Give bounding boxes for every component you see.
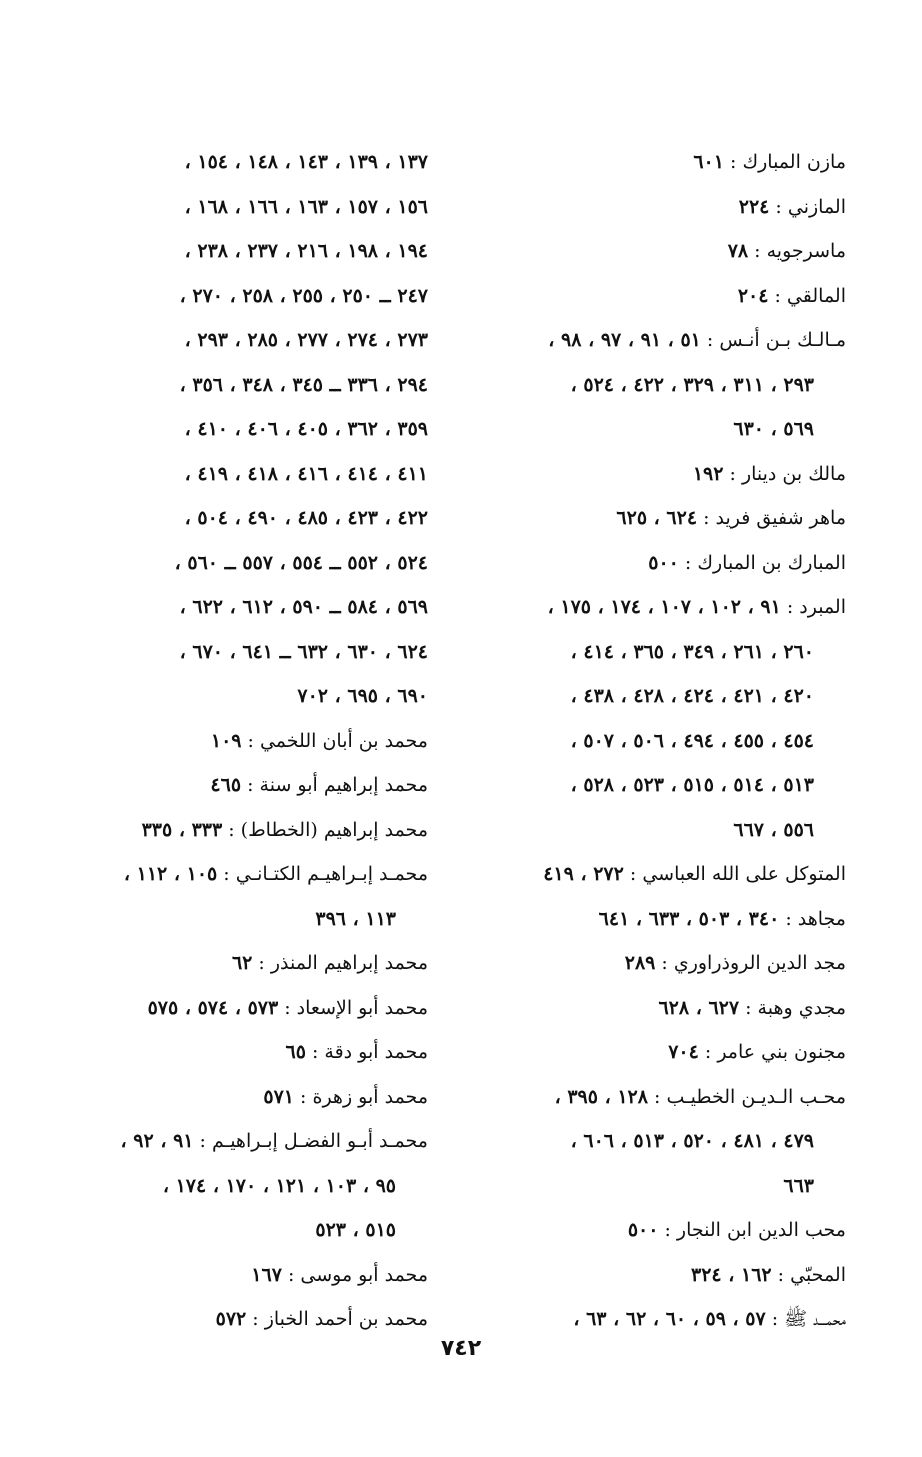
- entry-name: محمد إبراهيم المنذر :: [252, 952, 428, 974]
- index-entry-continuation: [476, 407, 846, 452]
- page-references: ١٦٧: [251, 1263, 282, 1286]
- page-references: ٣٤٠ ، ٥٠٣ ، ٦٣٣ ، ٦٤١: [598, 907, 780, 930]
- page-references: ٥٧ ، ٥٩ ، ٦٠ ، ٦٢ ، ٦٣ ،: [573, 1308, 766, 1330]
- index-entry: [476, 1297, 846, 1342]
- page-references: ٥١ ، ٩١ ، ٩٧ ، ٩٨ ،: [548, 329, 701, 351]
- index-entry: [476, 585, 846, 630]
- entry-name: المازني :: [769, 195, 846, 218]
- index-entry: [476, 541, 846, 586]
- page-references: ٢٠٤: [737, 284, 769, 307]
- index-entry: [476, 1030, 846, 1075]
- entry-name: محـب الـديـن الخطيـب :: [647, 1085, 846, 1108]
- index-entry: [476, 185, 846, 230]
- page-references: ١٥٦ ، ١٥٧ ، ١٦٣ ، ١٦٦ ، ١٦٨ ،: [184, 195, 428, 218]
- index-entry: [53, 941, 428, 986]
- page-references: ٩٥ ، ١٠٣ ، ١٢١ ، ١٧٠ ، ١٧٤ ،: [162, 1174, 396, 1197]
- entry-name: محمد أبو دقة :: [305, 1041, 428, 1063]
- index-entry: [476, 986, 846, 1031]
- entry-name: المتوكل على الله العباسي :: [623, 863, 846, 885]
- index-entry: [53, 1119, 428, 1164]
- page-references: ١٢٨ ، ٣٩٥ ،: [554, 1085, 648, 1108]
- entry-name: محمـد أبـو الفضـل إبـراهيـم :: [193, 1130, 428, 1152]
- page-references: ٦٦٣: [783, 1174, 814, 1197]
- page-references: ٥٧٣ ، ٥٧٤ ، ٥٧٥: [147, 996, 279, 1019]
- index-column-left: [53, 140, 428, 1342]
- page-references: ٢٦٠ ، ٢٦١ ، ٣٤٩ ، ٣٦٥ ، ٤١٤ ،: [570, 640, 814, 663]
- page-references: ٥٠٠: [648, 551, 679, 574]
- page-references: ٦٩٠ ، ٦٩٥ ، ٧٠٢: [297, 685, 428, 707]
- entry-name: مالك بن دينار :: [723, 462, 846, 485]
- page-references: ٥٦٩ ، ٥٨٤ ــ ٥٩٠ ، ٦١٢ ، ٦٢٢ ،: [179, 596, 428, 618]
- index-entry: [476, 229, 846, 274]
- index-entry-continuation: [476, 808, 846, 853]
- entry-name: مجنون بني عامر :: [698, 1041, 846, 1063]
- index-entry-continuation: [53, 363, 428, 408]
- page-references: ٤١١ ، ٤١٤ ، ٤١٦ ، ٤١٨ ، ٤١٩ ،: [184, 462, 428, 485]
- index-entry: [476, 1208, 846, 1253]
- entry-name: مـالـك بـن أنـس :: [700, 329, 846, 351]
- index-entry-continuation: [53, 407, 428, 452]
- index-entry: [53, 986, 428, 1031]
- index-entry-continuation: [53, 496, 428, 541]
- entry-name: المحبّي :: [771, 1263, 846, 1286]
- index-entry-continuation: [53, 897, 428, 942]
- index-entry: [476, 496, 846, 541]
- index-entry: [476, 941, 846, 986]
- entry-name: المبرد :: [780, 596, 846, 618]
- page-references: ١١٣ ، ٣٩٦: [315, 907, 396, 930]
- page-references: ٥٧١: [263, 1085, 295, 1108]
- page-references: ٢٩٣ ، ٣١١ ، ٣٢٩ ، ٤٢٢ ، ٥٢٤ ،: [570, 373, 814, 396]
- entry-name: محمـد إبـراهيـم الكتـانـي :: [217, 863, 428, 885]
- index-entry-continuation: [53, 1208, 428, 1253]
- entry-name: محمد أبو الإسعاد :: [278, 996, 428, 1019]
- page-references: ١٦٢ ، ٣٢٤: [691, 1263, 772, 1286]
- index-entry-continuation: [53, 541, 428, 586]
- page-references: ١٩٢: [692, 462, 724, 485]
- page-references: ٣٣٣ ، ٣٣٥: [141, 818, 223, 841]
- page-references: ١٠٥ ، ١١٢ ،: [123, 863, 218, 885]
- page-references: ٢٩٤ ، ٣٣٦ ــ ٣٤٥ ، ٣٤٨ ، ٣٥٦ ،: [179, 373, 428, 396]
- entry-name: مجدي وهبة :: [739, 996, 846, 1019]
- page-references: ١٠٩: [210, 729, 242, 752]
- entry-name: مجاهد :: [779, 907, 846, 930]
- page-references: ٥٢٤ ، ٥٥٢ ــ ٥٥٤ ، ٥٥٧ ــ ٥٦٠ ،: [174, 551, 428, 574]
- page-references: ٢٧٣ ، ٢٧٤ ، ٢٧٧ ، ٢٨٥ ، ٢٩٣ ،: [184, 329, 428, 351]
- index-entry-continuation: [53, 1164, 428, 1209]
- entry-name: محمد أبو موسى :: [281, 1263, 428, 1286]
- index-entry-continuation: [476, 763, 846, 808]
- index-entry-continuation: [53, 318, 428, 363]
- index-entry: [53, 852, 428, 897]
- page-references: ٩١ ، ٩٢ ،: [120, 1130, 194, 1152]
- entry-name: ماهر شفيق فريد :: [697, 507, 846, 529]
- entry-name: محمد أبو زهرة :: [294, 1085, 428, 1108]
- page-references: ٤٢٢ ، ٤٢٣ ، ٤٨٥ ، ٤٩٠ ، ٥٠٤ ،: [184, 507, 428, 529]
- index-entry-continuation: [476, 630, 846, 675]
- index-entry: [53, 719, 428, 764]
- page-references: ٢٧٢ ، ٤١٩: [543, 863, 624, 885]
- entry-name: محمد بن أحمد الخباز :: [246, 1308, 428, 1330]
- page-references: ٤٧٩ ، ٤٨١ ، ٥٢٠ ، ٥١٣ ، ٦٠٦ ،: [570, 1130, 814, 1152]
- page-references: ٥٥٦ ، ٦٦٧: [733, 818, 814, 841]
- entry-name: محب الدين ابن النجار :: [658, 1219, 846, 1241]
- page-references: ٤٢٠ ، ٤٢١ ، ٤٢٤ ، ٤٢٨ ، ٤٣٨ ،: [570, 685, 814, 707]
- index-entry-continuation: [476, 674, 846, 719]
- index-entry-continuation: [53, 630, 428, 675]
- index-entry: [476, 852, 846, 897]
- index-entry: [53, 1030, 428, 1075]
- entry-name: محمد إبراهيم (الخطاط) :: [222, 818, 428, 841]
- index-entry-continuation: [476, 1164, 846, 1209]
- index-entry: [476, 452, 846, 497]
- index-entry-continuation: [53, 185, 428, 230]
- index-entry: [476, 140, 846, 185]
- page-references: ٦٠١: [693, 151, 724, 173]
- page-references: ١٣٧ ، ١٣٩ ، ١٤٣ ، ١٤٨ ، ١٥٤ ،: [184, 151, 428, 173]
- page-references: ٣٥٩ ، ٣٦٢ ، ٤٠٥ ، ٤٠٦ ، ٤١٠ ،: [184, 418, 428, 440]
- page-references: ٦٢: [231, 952, 253, 974]
- index-entry: [476, 1253, 846, 1298]
- index-entry-continuation: [53, 585, 428, 630]
- entry-name: محمد بن أبان اللخمي :: [241, 729, 428, 752]
- index-entry-continuation: [53, 274, 428, 319]
- index-entry: [476, 274, 846, 319]
- page-references: ٩١ ، ١٠٢ ، ١٠٧ ، ١٧٤ ، ١٧٥ ،: [547, 596, 781, 618]
- page-references: ٥١٣ ، ٥١٤ ، ٥١٥ ، ٥٢٣ ، ٥٢٨ ،: [570, 774, 814, 796]
- index-entry: [53, 1253, 428, 1298]
- page-references: ٧٨: [727, 240, 749, 262]
- index-entry-continuation: [53, 229, 428, 274]
- index-entry-continuation: [53, 140, 428, 185]
- page-references: ٦٢٧ ، ٦٢٨: [658, 996, 740, 1019]
- page-references: ٤٥٤ ، ٤٥٥ ، ٤٩٤ ، ٥٠٦ ، ٥٠٧ ،: [570, 729, 814, 752]
- page-references: ٦٥: [285, 1041, 306, 1063]
- page-references: ٥١٥ ، ٥٢٣: [315, 1219, 396, 1241]
- index-entry-continuation: [476, 719, 846, 764]
- index-entry-continuation: [476, 363, 846, 408]
- page-references: ٢٨٩: [624, 952, 656, 974]
- page-references: ٤٦٥: [210, 774, 242, 796]
- entry-name: المبارك بن المبارك :: [678, 551, 846, 574]
- page-references: ٦٢٤ ، ٦٣٠ ، ٦٣٢ ــ ٦٤١ ، ٦٧٠ ،: [179, 640, 428, 663]
- page-references: ٥٠٠: [627, 1219, 659, 1241]
- page-references: ٧٠٤: [668, 1041, 699, 1063]
- index-entry: [476, 1075, 846, 1120]
- page-references: ٢٤٧ ــ ٢٥٠ ، ٢٥٥ ، ٢٥٨ ، ٢٧٠ ،: [179, 284, 428, 307]
- index-entry: [53, 763, 428, 808]
- page-references: ١٩٤ ، ١٩٨ ، ٢١٦ ، ٢٣٧ ، ٢٣٨ ،: [184, 240, 428, 262]
- page-references: ٥٧٢: [215, 1308, 247, 1330]
- index-entry: [476, 897, 846, 942]
- entry-name: المالقي :: [768, 284, 846, 307]
- index-column-right: [476, 140, 846, 1342]
- index-entry-continuation: [476, 1119, 846, 1164]
- page-references: ٢٢٤: [738, 195, 770, 218]
- index-entry-continuation: [53, 452, 428, 497]
- entry-name: محمـــد ﷺ :: [765, 1308, 846, 1330]
- entry-name: محمد إبراهيم أبو سنة :: [241, 774, 428, 796]
- page-references: ٦٢٤ ، ٦٢٥: [616, 507, 698, 529]
- entry-name: مازن المبارك :: [723, 151, 846, 173]
- page-number: ٧٤٢: [440, 1336, 482, 1361]
- index-entry: [53, 1075, 428, 1120]
- index-entry-continuation: [53, 674, 428, 719]
- index-entry: [53, 1297, 428, 1342]
- entry-name: مجد الدين الروذراوري :: [655, 952, 846, 974]
- entry-name: ماسرجويه :: [748, 240, 846, 262]
- index-entry: [53, 808, 428, 853]
- index-entry: [476, 318, 846, 363]
- page-references: ٥٦٩ ، ٦٣٠: [733, 418, 814, 440]
